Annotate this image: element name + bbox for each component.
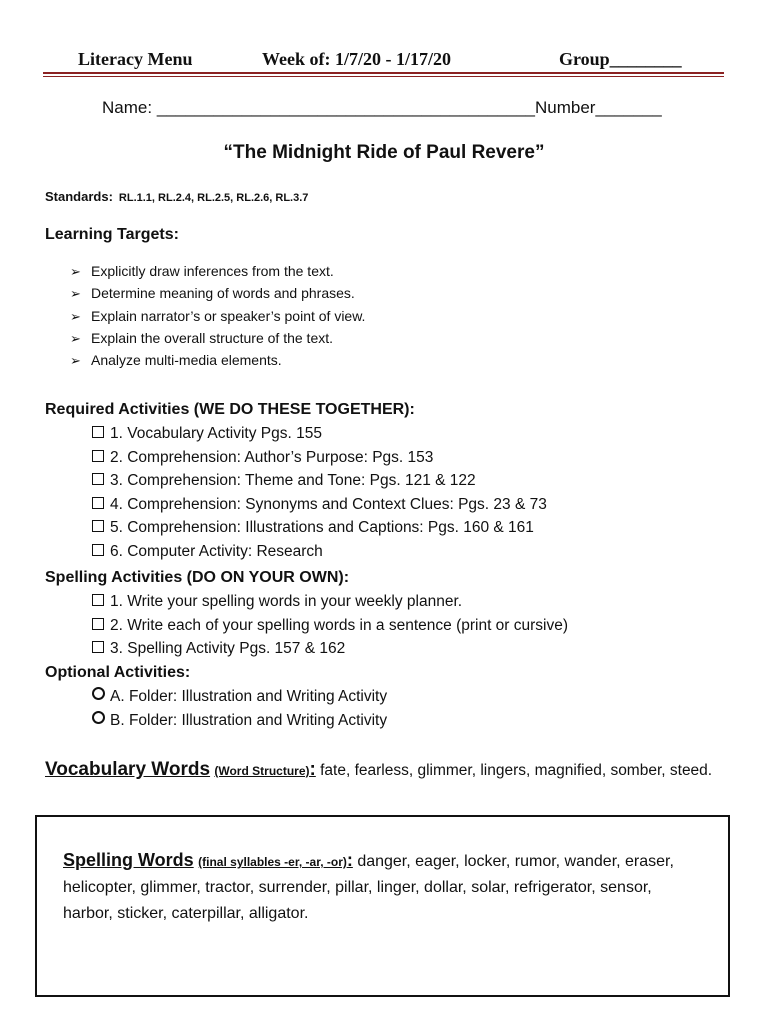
list-item: A. Folder: Illustration and Writing Activity — [92, 687, 387, 711]
standards — [45, 189, 308, 204]
required-activities-heading: Required Activities (WE DO THESE TOGETHER): — [45, 401, 415, 418]
vocabulary-label: Vocabulary Words — [45, 759, 211, 780]
spelling-activities-list — [92, 592, 568, 663]
optional-activities-list — [92, 687, 387, 734]
list-item: 3. Spelling Activity Pgs. 157 & 162 — [92, 639, 568, 663]
list-item: ➢ Explain the overall structure of the text. — [70, 329, 334, 346]
list-item: ➢ Explicitly draw inferences from the text. — [70, 263, 334, 279]
checkbox-icon[interactable] — [92, 594, 104, 606]
header-rule-thick — [43, 72, 724, 74]
name-blank: ________________________________________ — [156, 98, 535, 117]
radio-circle-icon[interactable] — [92, 687, 105, 700]
list-item: 4. Comprehension: Synonyms and Context Clues: Pgs. 23 & 73 — [92, 495, 547, 519]
spelling-words-box — [35, 815, 730, 997]
learning-targets-list — [70, 262, 365, 373]
vocabulary-words: Vocabulary Words (Word Structure): fate, fearless, glimmer, lingers, magnified, somber, steed. — [45, 759, 713, 780]
menu-title: Literacy Menu — [78, 49, 193, 69]
checkbox-icon[interactable] — [92, 450, 104, 462]
checkbox-icon[interactable] — [92, 618, 104, 630]
list-item: 2. Write each of your spelling words in a sentence (print or cursive) — [92, 616, 568, 640]
optional-activities-heading: Optional Activities: — [45, 664, 191, 681]
name-label: Name: — [102, 98, 153, 117]
list-item: 1. Vocabulary Activity Pgs. 155 — [92, 424, 547, 448]
spelling-sublabel: (final syllables -er, -ar, -or) — [198, 855, 347, 869]
radio-circle-icon[interactable] — [92, 711, 105, 724]
group-field: Group________ — [559, 49, 682, 69]
list-item: 6. Computer Activity: Research — [92, 542, 547, 566]
spelling-activities-heading: Spelling Activities (DO ON YOUR OWN): — [45, 569, 350, 586]
header-rule-thin — [43, 76, 724, 77]
checkbox-icon[interactable] — [92, 497, 104, 509]
week-of: Week of: 1/7/20 - 1/17/20 — [262, 49, 451, 69]
list-item: 2. Comprehension: Author’s Purpose: Pgs. 153 — [92, 448, 547, 472]
checkbox-icon[interactable] — [92, 426, 104, 438]
arrow-bullet-icon: ➢ — [70, 353, 81, 369]
list-item: 1. Write your spelling words in your weekly planner. — [92, 592, 568, 616]
required-activities-list — [92, 424, 547, 565]
vocabulary-sublabel: (Word Structure) — [214, 764, 310, 778]
number-field: Number_______ — [535, 98, 662, 117]
list-item: ➢ Analyze multi-media elements. — [70, 352, 282, 369]
checkbox-icon[interactable] — [92, 544, 104, 556]
arrow-bullet-icon: ➢ — [70, 330, 81, 346]
page-title: “The Midnight Ride of Paul Revere” — [223, 142, 545, 163]
list-item: 5. Comprehension: Illustrations and Captions: Pgs. 160 & 161 — [92, 518, 547, 542]
name-line — [102, 98, 662, 118]
list-item: B. Folder: Illustration and Writing Activity — [92, 711, 387, 735]
header-row — [78, 49, 698, 71]
spelling-words: Spelling Words (final syllables -er, -ar, -or): danger, eager, locker, rumor, wander, eraser, helicopter, glimmer, tractor, surrender, pillar, linger, dollar, solar, refrigerator, sensor, harbor, sticker, caterpillar, alligator. — [63, 850, 674, 922]
spelling-list: danger, eager, locker, rumor, wander, eraser, helicopter, glimmer, tractor, surrender, pillar, linger, dollar, solar, refrigerator, sensor, harbor, sticker, caterpillar, alligator. — [63, 853, 674, 922]
list-item: ➢ Explain narrator’s or speaker’s point of view. — [70, 307, 366, 324]
arrow-bullet-icon: ➢ — [70, 264, 81, 279]
standards-value: RL.1.1, RL.2.4, RL.2.5, RL.2.6, RL.3.7 — [118, 192, 309, 204]
checkbox-icon[interactable] — [92, 473, 104, 485]
arrow-bullet-icon: ➢ — [70, 286, 81, 302]
checkbox-icon[interactable] — [92, 641, 104, 653]
checkbox-icon[interactable] — [92, 520, 104, 532]
vocabulary-list: fate, fearless, glimmer, lingers, magnified, somber, steed. — [320, 762, 713, 779]
list-item: ➢ Determine meaning of words and phrases. — [70, 285, 355, 302]
learning-targets-heading: Learning Targets: — [45, 226, 179, 243]
list-item: 3. Comprehension: Theme and Tone: Pgs. 121 & 122 — [92, 471, 547, 495]
spelling-label: Spelling Words — [63, 850, 194, 870]
standards-label: Standards: — [45, 189, 113, 204]
arrow-bullet-icon: ➢ — [70, 308, 81, 324]
